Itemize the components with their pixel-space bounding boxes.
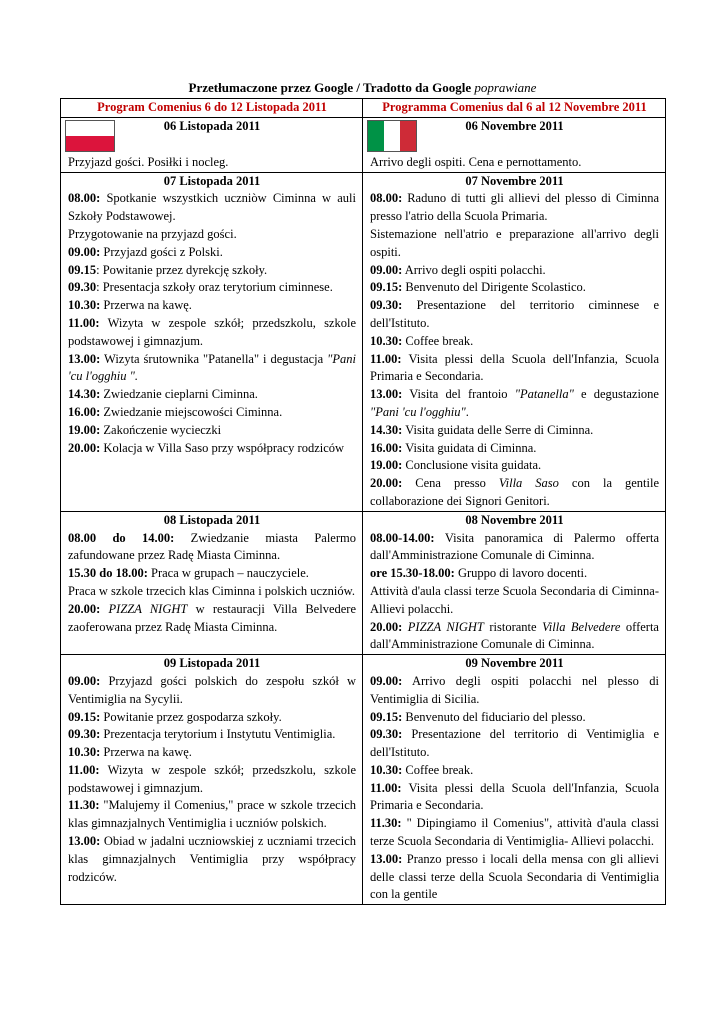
day3-it-entry-italic: PIZZA NIGHT bbox=[407, 619, 484, 634]
day2-it-entry bbox=[370, 386, 659, 422]
day2-pl-entry bbox=[68, 244, 356, 262]
day2-it-entry-text-after-2: . bbox=[465, 404, 469, 419]
day2-pl-cell bbox=[61, 172, 363, 511]
day3-it-date: 08 Novembre 2011 bbox=[465, 512, 564, 527]
day2-it-entry-time: 09.15: bbox=[370, 280, 403, 295]
day4-pl-entry bbox=[68, 762, 356, 798]
day2-pl-entry bbox=[68, 386, 356, 404]
day2-pl-entry-text: : Powitanie przez dyrekcję szkoły. bbox=[96, 262, 268, 277]
day2-it-entry bbox=[370, 475, 659, 511]
day3-it-cell bbox=[363, 511, 666, 654]
day2-pl-entry-time: 10.30: bbox=[68, 298, 101, 313]
day4-it-entry-time: 09.15: bbox=[370, 709, 403, 724]
day4-it-date: 09 Novembre 2011 bbox=[465, 656, 564, 671]
header-pl: Program Comenius 6 do 12 Listopada 2011 bbox=[61, 99, 363, 118]
poland-flag-icon bbox=[65, 120, 115, 152]
day2-pl-entry-time: 16.00: bbox=[68, 404, 101, 419]
day2-it-entry-time: 16.00: bbox=[370, 440, 403, 455]
day4-pl-entry-text: Przerwa na kawę. bbox=[100, 745, 192, 760]
day3-pl-entry bbox=[68, 583, 356, 601]
day2-pl-entry bbox=[68, 315, 356, 351]
day2-pl-entry-text: Zwiedzanie miejscowości Ciminna. bbox=[100, 404, 283, 419]
day1-it-cell bbox=[363, 117, 666, 172]
day4-pl-entry bbox=[68, 673, 356, 709]
day2-it-entry-time: 09.30: bbox=[370, 298, 403, 313]
day4-it-entry-time: 09.00: bbox=[370, 673, 403, 688]
day2-it-entry bbox=[370, 297, 659, 333]
day2-it-entry-text: Raduno di tutti gli allievi del plesso di Ciminna presso l'atrio della Scuola Primaria. bbox=[370, 191, 659, 224]
day3-pl-entry bbox=[68, 530, 356, 566]
day3-it-entry-text: Visita panoramica di Palermo offerta dall'Amministrazione Comunale di Ciminna. bbox=[370, 530, 659, 563]
day4-pl-entry-time: 09.30: bbox=[68, 727, 101, 742]
day4-it-entry bbox=[370, 673, 659, 709]
day3-it-entry-text-after-2: offerta dall'Amministrazione Comunale di Ciminna. bbox=[370, 619, 659, 652]
day1-it-text: Arrivo degli ospiti. Cena e pernottamento. bbox=[370, 154, 582, 169]
day3-pl-entry-time: 15.30 do 18.00: bbox=[68, 566, 148, 581]
day3-pl-entry-time: 20.00: bbox=[68, 601, 101, 616]
day3-pl-entry bbox=[68, 565, 356, 583]
day4-it-entry-text: Benvenuto del fiduciario del plesso. bbox=[402, 709, 586, 724]
day2-pl-entry bbox=[68, 279, 356, 297]
day2-pl-entry-text: : Presentacja szkoły oraz terytorium ciminnese. bbox=[96, 280, 333, 295]
day2-it-entry-time: 13.00: bbox=[370, 387, 403, 402]
day3-pl-entry-text: Zwiedzanie miasta Palermo zafundowane przez Radę Miasta Ciminna. bbox=[68, 530, 356, 563]
program-table bbox=[60, 98, 666, 905]
day2-it-cell bbox=[363, 172, 666, 511]
day3-pl-entry-text: Praca w szkole trzecich klas Ciminna i polskich uczniów. bbox=[68, 583, 355, 598]
day2-it-entry bbox=[370, 190, 659, 226]
day4-pl-cell bbox=[61, 655, 363, 905]
day2-pl-entry-text: Zwiedzanie cieplarni Ciminna. bbox=[100, 387, 258, 402]
day2-pl-entry-time: 09.15 bbox=[68, 262, 97, 277]
day4-pl-entry-time: 11.00: bbox=[68, 762, 100, 777]
day3-row bbox=[61, 511, 666, 654]
day3-it-entry bbox=[370, 619, 659, 655]
day2-pl-entry-text: Przyjazd gości z Polski. bbox=[100, 244, 223, 259]
day2-it-entry-text: Cena presso bbox=[402, 476, 499, 491]
day2-pl-entry-text: Wizyta w zespole szkół; przedszkolu, szkole podstawowej i gimnazjum. bbox=[68, 315, 356, 348]
day4-pl-entry-text: Wizyta w zespole szkół; przedszkolu, szkole podstawowej i gimnazjum. bbox=[68, 762, 356, 795]
day1-it-date: 06 Novembre 2011 bbox=[465, 118, 564, 133]
day4-pl-entry-text: Powitanie przez gospodarza szkoły. bbox=[100, 709, 282, 724]
day3-it-entry-time: 20.00: bbox=[370, 619, 403, 634]
document-title bbox=[60, 80, 665, 96]
day3-it-entry-text: Attività d'aula classi terze Scuola Secondaria di Ciminna- Allievi polacchi. bbox=[370, 583, 659, 616]
day2-it-entry-text: Sistemazione nell'atrio e preparazione all'arrivo degli ospiti. bbox=[370, 226, 659, 259]
day4-pl-entry-text: "Malujemy il Comenius," prace w szkole trzecich klas gimnazjalnych Ventimiglia i uczniów polskich. bbox=[68, 798, 356, 831]
day2-it-entry-text-after: e degustazione bbox=[573, 387, 659, 402]
day4-it-entry-time: 09.30: bbox=[370, 727, 403, 742]
day2-it-entry-text: Visita plessi della Scuola dell'Infanzia, Scuola Primaria e Secondaria. bbox=[370, 351, 659, 384]
day2-it-entry-time: 20.00: bbox=[370, 476, 403, 491]
day3-pl-entry-text-after: w restauracji Villa Belvedere zaoferowana przez Radę Miasta Ciminna. bbox=[68, 601, 356, 634]
day4-it-cell bbox=[363, 655, 666, 905]
day3-it-entry-text: Gruppo di lavoro docenti. bbox=[454, 566, 588, 581]
day4-pl-entry-text: Obiad w jadalni uczniowskiej z uczniami trzecich klas gimnazjalnych Ventimiglia przy współpracy rodziców. bbox=[68, 834, 356, 884]
day4-it-entry bbox=[370, 780, 659, 816]
day4-pl-entry-time: 09.00: bbox=[68, 673, 101, 688]
day4-pl-entry-time: 09.15: bbox=[68, 709, 101, 724]
day2-pl-entry-time: 09.00: bbox=[68, 244, 101, 259]
day2-row bbox=[61, 172, 666, 511]
day2-it-entry-time: 14.30: bbox=[370, 422, 403, 437]
day4-pl-entry-text: Prezentacja terytorium i Instytutu Ventimiglia. bbox=[100, 727, 336, 742]
title-suffix: poprawiane bbox=[474, 80, 537, 95]
day2-pl-entry bbox=[68, 440, 356, 458]
day4-pl-entry bbox=[68, 833, 356, 886]
day4-it-entry-time: 10.30: bbox=[370, 762, 403, 777]
day2-pl-entry-time: 20.00: bbox=[68, 440, 101, 455]
day4-pl-entry-text: Przyjazd gości polskich do zespołu szkół w Ventimiglia na Sycylii. bbox=[68, 673, 356, 706]
day2-it-entry-text: Conclusione visita guidata. bbox=[402, 458, 542, 473]
day2-pl-entry-text: Spotkanie wszystkich uczniòw Ciminna w auli Szkoły Podstawowej. bbox=[68, 191, 356, 224]
day1-pl-text: Przyjazd gości. Posiłki i nocleg. bbox=[68, 154, 229, 169]
day4-it-entry bbox=[370, 726, 659, 762]
day2-it-entry bbox=[370, 279, 659, 297]
day3-pl-entry bbox=[68, 601, 356, 637]
day4-pl-entry bbox=[68, 726, 356, 744]
day2-it-entry-time: 09.00: bbox=[370, 262, 403, 277]
day2-it-entry-text: Visita guidata delle Serre di Ciminna. bbox=[402, 422, 594, 437]
day2-it-entry-italic: "Patanella" bbox=[514, 387, 574, 402]
day4-row bbox=[61, 655, 666, 905]
day2-it-entry-time: 19.00: bbox=[370, 458, 403, 473]
day2-it-entry bbox=[370, 333, 659, 351]
day4-it-entry bbox=[370, 815, 659, 851]
day3-it-entry-italic-2: Villa Belvedere bbox=[542, 619, 621, 634]
day4-pl-entry bbox=[68, 709, 356, 727]
day2-pl-entry-text: Zakończenie wycieczki bbox=[100, 422, 222, 437]
day2-it-entry-text: Visita del frantoio bbox=[402, 387, 515, 402]
day3-it-entry bbox=[370, 583, 659, 619]
day2-it-entry-time: 08.00: bbox=[370, 191, 403, 206]
day2-pl-entry-time: 08.00: bbox=[68, 191, 101, 206]
day2-it-date: 07 Novembre 2011 bbox=[465, 173, 564, 188]
day2-it-entry-time: 10.30: bbox=[370, 333, 403, 348]
day2-pl-entry-time: 19.00: bbox=[68, 422, 101, 437]
day4-pl-entry bbox=[68, 744, 356, 762]
day2-pl-entry-text: Przerwa na kawę. bbox=[100, 298, 192, 313]
day4-it-entry-text: Visita plessi della Scuola dell'Infanzia, Scuola Primaria e Secondaria. bbox=[370, 780, 659, 813]
day2-it-entry-text: Presentazione del territorio ciminnese e dell'Istituto. bbox=[370, 298, 659, 330]
day3-pl-cell bbox=[61, 511, 363, 654]
day2-pl-entry bbox=[68, 404, 356, 422]
day4-pl-date: 09 Listopada 2011 bbox=[163, 656, 261, 671]
day3-it-entry-time: 08.00-14.00: bbox=[370, 530, 435, 545]
day2-pl-entry-time: 14.30: bbox=[68, 387, 101, 402]
day2-pl-entry-text: Kolacja w Villa Saso przy współpracy rodziców bbox=[100, 440, 345, 455]
day2-pl-entry bbox=[68, 226, 356, 244]
day3-pl-date: 08 Listopada 2011 bbox=[163, 512, 261, 527]
day2-pl-entry bbox=[68, 297, 356, 315]
day2-it-entry-time: 11.00: bbox=[370, 351, 402, 366]
day2-pl-entry bbox=[68, 262, 356, 280]
day4-it-entry-text: Presentazione del territorio di Ventimiglia e dell'Istituto. bbox=[370, 727, 659, 760]
day1-row bbox=[61, 117, 666, 172]
day2-it-entry bbox=[370, 226, 659, 262]
day2-pl-entry-text: Przygotowanie na przyjazd gości. bbox=[68, 226, 237, 241]
day2-pl-entry-time: 13.00: bbox=[68, 351, 101, 366]
day2-it-entry bbox=[370, 262, 659, 280]
day2-it-entry-italic: Villa Saso bbox=[498, 476, 559, 491]
day4-pl-entry-time: 10.30: bbox=[68, 745, 101, 760]
day3-it-entry bbox=[370, 565, 659, 583]
day4-it-entry-text: Pranzo presso i locali della mensa con gli allievi delle classi terze della Scuola Secondaria di Ventimiglia con la gentile bbox=[370, 851, 659, 902]
day2-it-entry-text: Arrivo degli ospiti polacchi. bbox=[402, 262, 546, 277]
day2-pl-entry-time: 09.30 bbox=[68, 280, 97, 295]
day4-it-entry-time: 13.00: bbox=[370, 851, 403, 866]
day3-pl-entry-text: Praca w grupach – nauczyciele. bbox=[147, 566, 309, 581]
day3-it-entry-text-after: ristorante bbox=[483, 619, 543, 634]
day3-it-entry bbox=[370, 530, 659, 566]
day4-it-entry-text: " Dipingiamo il Comenius", attività d'aula classi terze Scuola Secondaria di Ventimiglia- Allievi polacchi. bbox=[370, 816, 659, 849]
day2-it-entry bbox=[370, 351, 659, 387]
day2-pl-entry-time: 11.00: bbox=[68, 315, 100, 330]
day2-it-entry-text-after: con la gentile collaborazione dei Signori Genitori. bbox=[370, 476, 659, 508]
day3-pl-entry-text bbox=[100, 602, 108, 616]
title-main: Przetłumaczone przez Google / Tradotto da Google bbox=[188, 80, 472, 95]
day2-it-entry bbox=[370, 440, 659, 458]
day2-pl-date: 07 Listopada 2011 bbox=[163, 173, 261, 188]
day2-pl-entry-italic: "Pani 'cu l'ogghiu ". bbox=[68, 351, 356, 384]
day3-pl-entry-time: 08.00 do 14.00: bbox=[68, 530, 175, 545]
italy-flag-icon bbox=[367, 120, 417, 152]
day2-pl-entry bbox=[68, 422, 356, 440]
day4-it-entry bbox=[370, 709, 659, 727]
day2-it-entry-text: Benvenuto del Dirigente Scolastico. bbox=[402, 280, 586, 295]
day1-pl-date: 06 Listopada 2011 bbox=[163, 118, 261, 133]
day4-it-entry-text: Coffee break. bbox=[402, 762, 474, 777]
day2-pl-entry-text: Wizyta śrutownika "Patanella" i degustacja bbox=[100, 351, 328, 366]
day2-pl-entry bbox=[68, 351, 356, 387]
header-it: Programma Comenius dal 6 al 12 Novembre 2011 bbox=[363, 99, 666, 118]
day4-pl-entry-time: 11.30: bbox=[68, 798, 100, 813]
day2-pl-entry bbox=[68, 190, 356, 226]
day2-it-entry bbox=[370, 422, 659, 440]
day4-it-entry bbox=[370, 851, 659, 904]
day2-it-entry-text: Coffee break. bbox=[402, 333, 474, 348]
day4-it-entry bbox=[370, 762, 659, 780]
day4-it-entry-time: 11.30: bbox=[370, 816, 402, 831]
day3-it-entry-time: ore 15.30-18.00: bbox=[370, 566, 455, 581]
header-row bbox=[61, 99, 666, 118]
day2-it-entry-text: Visita guidata di Ciminna. bbox=[402, 440, 537, 455]
day2-it-entry-italic-2: "Pani 'cu l'ogghiu" bbox=[370, 404, 466, 419]
day3-pl-entry-italic: PIZZA NIGHT bbox=[108, 601, 188, 616]
day4-pl-entry bbox=[68, 797, 356, 833]
day2-it-entry bbox=[370, 457, 659, 475]
day1-pl-cell bbox=[61, 117, 363, 172]
day4-it-entry-text: Arrivo degli ospiti polacchi nel plesso di Ventimiglia di Sicilia. bbox=[370, 673, 659, 706]
day4-pl-entry-time: 13.00: bbox=[68, 834, 101, 849]
day4-it-entry-time: 11.00: bbox=[370, 780, 402, 795]
